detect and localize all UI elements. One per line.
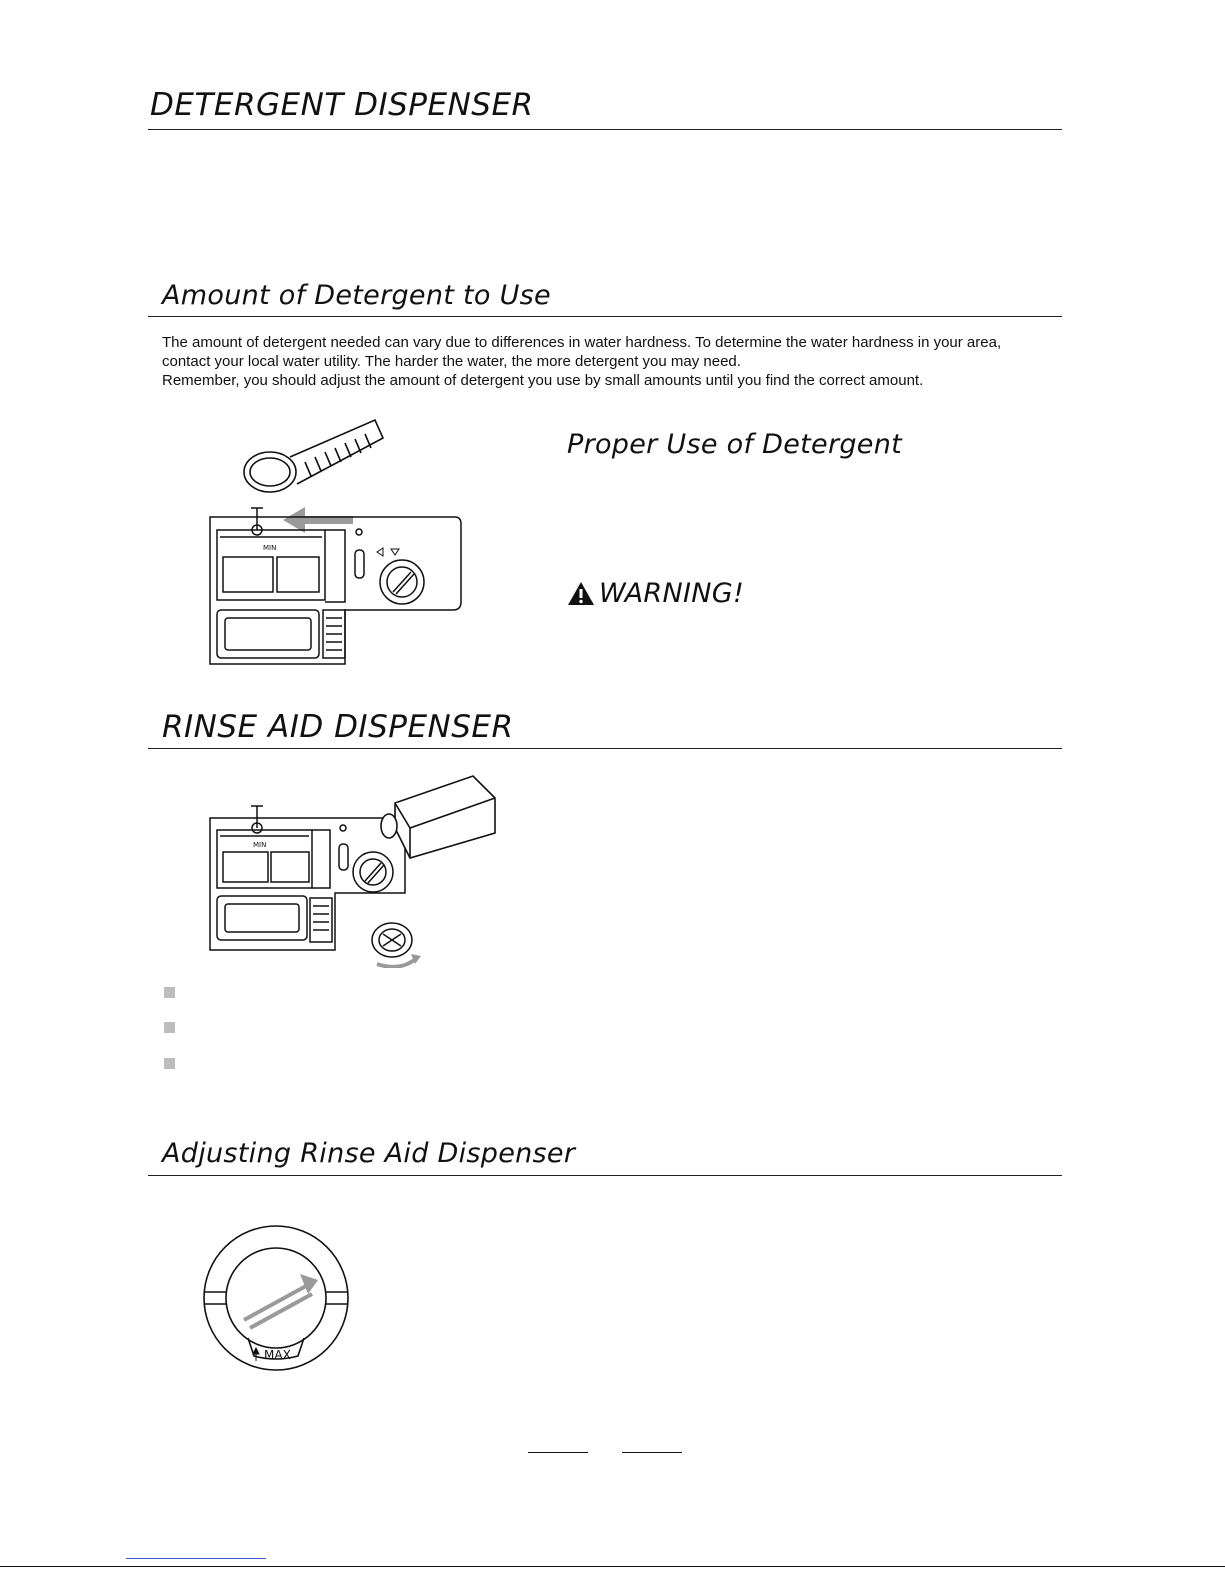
- bullet-marker: [164, 1022, 175, 1033]
- link-underline[interactable]: [126, 1558, 266, 1559]
- dispenser-body: [210, 806, 405, 950]
- arrow-left-icon: [283, 507, 353, 533]
- rinse-aid-dispenser-illustration: [205, 768, 505, 968]
- paragraph-line: The amount of detergent needed can vary due to differences in water hardness. To determine the water hardness in your area,: [162, 334, 1002, 351]
- section-title-rinse-aid-dispenser: RINSE AID DISPENSER: [162, 709, 514, 745]
- footer-blank-line: [528, 1452, 588, 1453]
- subheading-rule: [148, 1175, 1062, 1176]
- adjust-direction-arrow-icon: [244, 1286, 312, 1328]
- dispenser-body: [210, 508, 461, 664]
- subheading-adjusting-rinse-aid: Adjusting Rinse Aid Dispenser: [162, 1138, 576, 1169]
- footer-blank-line: [622, 1452, 682, 1453]
- min-marker: MIN: [263, 544, 277, 552]
- dispenser-cap-icon: [372, 923, 412, 957]
- section-title-detergent-dispenser: DETERGENT DISPENSER: [150, 87, 534, 123]
- warning-triangle-icon: [567, 581, 595, 606]
- warning-row: [567, 580, 744, 607]
- bullet-marker: [164, 1058, 175, 1069]
- subheading-amount-of-detergent: Amount of Detergent to Use: [162, 280, 551, 311]
- title-rule: [148, 748, 1062, 749]
- rotate-arrow-icon: [377, 958, 417, 967]
- min-marker: MIN: [253, 841, 267, 849]
- rinse-aid-knob-figure: [200, 1222, 352, 1374]
- paragraph-line: Remember, you should adjust the amount of detergent you use by small amounts until you find the correct amount.: [162, 372, 924, 389]
- title-rule: [148, 129, 1062, 130]
- subheading-proper-use: Proper Use of Detergent: [567, 429, 903, 460]
- warning-label: WARNING!: [599, 578, 745, 609]
- detergent-scoop-icon: [244, 420, 383, 492]
- bullet-marker: [164, 987, 175, 998]
- max-marker: MAX: [264, 1348, 291, 1362]
- subheading-rule: [148, 316, 1062, 317]
- rinse-aid-bottle-icon: [381, 776, 495, 858]
- paragraph-line: contact your local water utility. The harder the water, the more detergent you may need.: [162, 353, 741, 370]
- amount-paragraph: [162, 333, 1042, 390]
- detergent-dispenser-illustration: [205, 412, 470, 674]
- page-bottom-rule: [0, 1566, 1225, 1567]
